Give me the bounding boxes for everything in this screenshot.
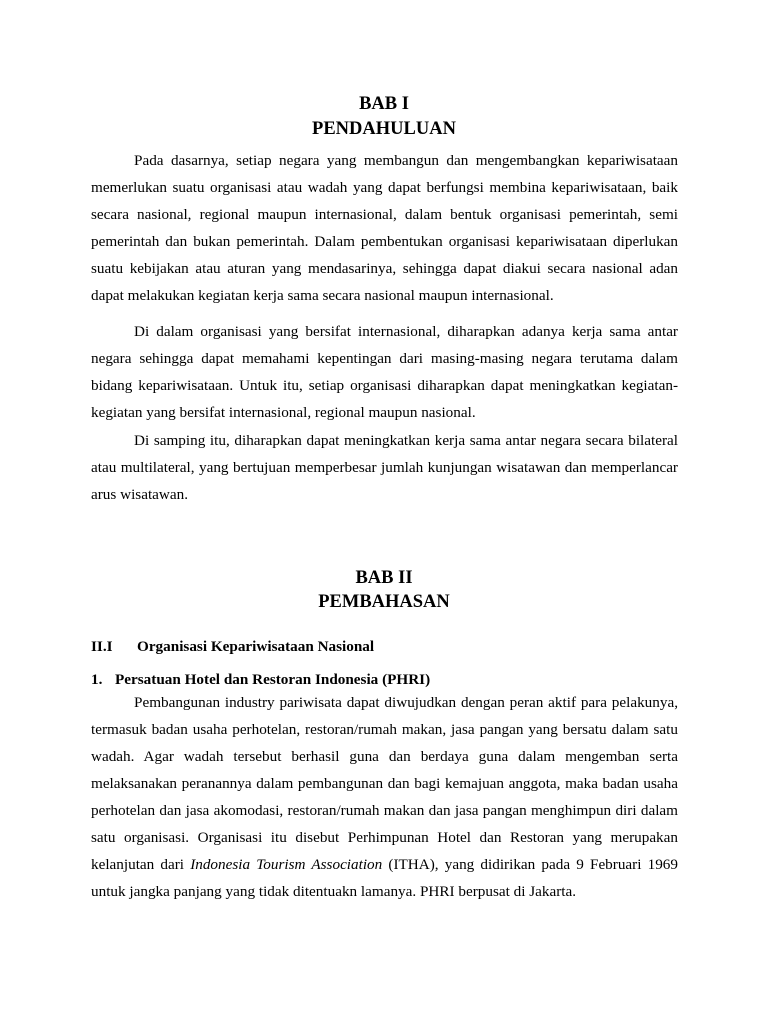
italic-term: Indonesia Tourism Association (190, 856, 383, 873)
paragraph-phri (91, 689, 678, 905)
subsection-title: Persatuan Hotel dan Restoran Indonesia (PHRI) (115, 671, 431, 688)
subsection-number: 1. (91, 671, 103, 688)
chapter-subtitle-pembahasan: PEMBAHASAN (318, 592, 450, 612)
paragraph-text: Di dalam organisasi yang bersifat internasional, diharapkan adanya kerja sama antar negara sehingga dapat memahami kepentingan dari masing-masing negara terutama dalam bidang kepariwisataan. Untuk itu, setiap organisasi diharapkan dapat meningkatkan kegiatan-kegiatan yang bersifat internasional, regional maupun nasional. (91, 323, 678, 421)
paragraph-text: Pembangunan industry pariwisata dapat diwujudkan dengan peran aktif para pelakunya, termasuk badan usaha perhotelan, restoran/rumah makan, jasa pangan yang bersatu dalam satu wadah. Agar wadah tersebut berhasil guna dan berdaya guna dalam mengemban serta melaksanakan peranannya dalam pembangunan dan bagi kemajuan anggota, maka badan usaha perhotelan dan jasa akomodasi, restoran/rumah makan dan jasa pangan menghimpun diri dalam satu organisasi. Organisasi itu disebut Perhimpunan Hotel dan Restoran yang merupakan kelanjutan dari (91, 694, 678, 873)
chapter-title-bab-1: BAB I (359, 94, 409, 114)
paragraph-text: (ITHA), yang didirikan pada 9 Februari 1969 untuk jangka panjang yang tidak ditentuakn lamanya. PHRI berpusat di Jakarta. (91, 856, 678, 900)
chapter-subtitle-pendahuluan: PENDAHULUAN (312, 119, 456, 139)
chapter-title-bab-2: BAB II (355, 568, 413, 588)
paragraph-pendahuluan-1 (91, 147, 678, 309)
paragraph-text: Di samping itu, diharapkan dapat meningkatkan kerja sama antar negara secara bilateral atau multilateral, yang bertujuan memperbesar jumlah kunjungan wisatawan dan memperlancar arus wisatawan. (91, 432, 678, 503)
section-number: II.I (91, 638, 113, 655)
paragraph-pendahuluan-3 (91, 427, 678, 508)
section-title: Organisasi Kepariwisataan Nasional (137, 638, 375, 655)
paragraph-text: Pada dasarnya, setiap negara yang membangun dan mengembangkan kepariwisataan memerlukan suatu organisasi atau wadah yang dapat berfungsi membina kepariwisataan, baik secara nasional, regional maupun internasional, dalam bentuk organisasi pemerintah, semi pemerintah dan bukan pemerintah. Dalam pembentukan organisasi kepariwisataan diperlukan suatu kebijakan atau aturan yang mendasarinya, sehingga dapat diakui secara nasional adan dapat melakukan kegiatan kerja sama secara nasional maupun internasional. (91, 152, 678, 304)
paragraph-pendahuluan-2 (91, 318, 678, 426)
